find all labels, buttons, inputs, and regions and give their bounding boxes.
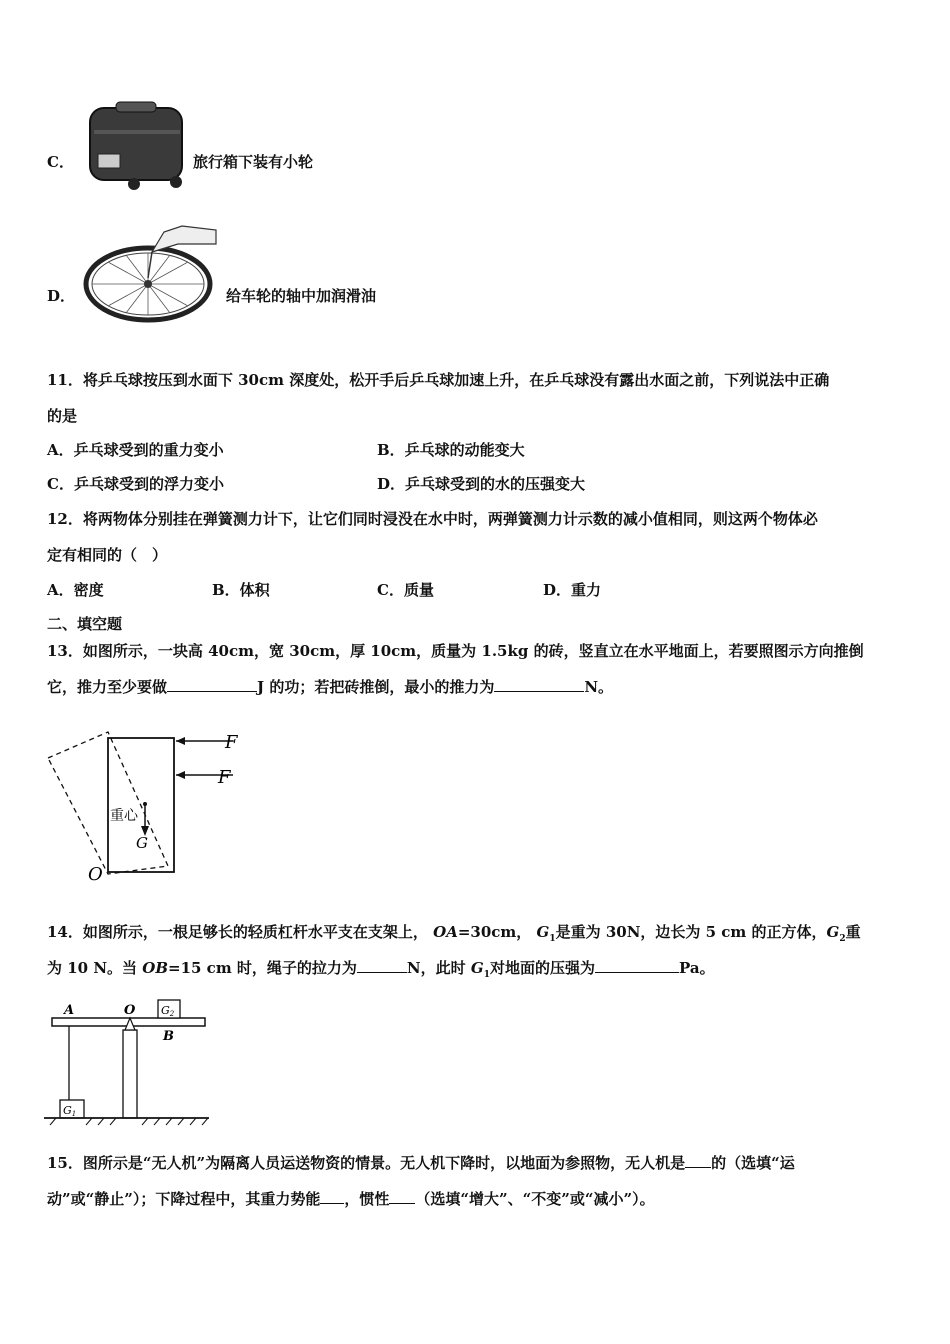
q11-option-a: A．乒乓球受到的重力变小 xyxy=(47,441,224,459)
q14-text-1: 14．如图所示，一根足够长的轻质杠杆水平支在支架上， xyxy=(47,923,428,941)
q15-text-c: 动”或“静止”）；下降过程中，其重力势能 xyxy=(47,1190,321,1208)
suitcase-image xyxy=(84,100,188,192)
gravity-label: G xyxy=(136,834,148,852)
q14-g1-subscript-repeat: 1 xyxy=(483,970,490,980)
q14-text-8: Pa。 xyxy=(678,959,715,977)
lever-diagram xyxy=(44,996,214,1126)
q12-stem-line2: 定有相同的（ ） xyxy=(47,546,168,564)
q14-text-2: 是重为 30N，边长为 5 cm 的正方体， xyxy=(555,923,827,941)
q14-answer-blank-pressure[interactable] xyxy=(595,958,679,973)
q14-text-7: 对地面的压强为 xyxy=(489,959,595,977)
block-g2-label: G2 xyxy=(161,1004,175,1018)
option-c-letter: C． xyxy=(47,153,74,171)
q14-g1-subscript: 1 xyxy=(549,934,556,944)
lever-point-b: B xyxy=(163,1029,174,1044)
q14-stem-line2 xyxy=(47,958,715,985)
q13-answer-blank-force[interactable] xyxy=(494,677,584,692)
q14-g2-subscript: 2 xyxy=(839,934,846,944)
q14-oa-value: =30cm， xyxy=(457,923,532,941)
q11-option-b: B．乒乓球的动能变大 xyxy=(377,441,525,459)
force-label-top: F xyxy=(225,732,238,753)
q14-answer-blank-tension[interactable] xyxy=(357,958,407,973)
q12-option-a: A．密度 xyxy=(47,581,104,599)
q15-stem-line2 xyxy=(47,1189,655,1209)
q14-var-oa: OA xyxy=(433,923,458,941)
q15-text-d: ，惯性 xyxy=(344,1190,390,1208)
q14-stem-line1 xyxy=(47,922,861,949)
q15-answer-blank-motion[interactable] xyxy=(685,1153,711,1168)
q11-option-d: D．乒乓球受到的水的压强变大 xyxy=(377,475,586,493)
lever-point-a: A xyxy=(64,1003,75,1018)
q15-answer-blank-inertia[interactable] xyxy=(389,1189,415,1204)
q12-option-b: B．体积 xyxy=(212,581,270,599)
option-c-text: 旅行箱下装有小轮 xyxy=(193,153,314,171)
q11-stem-line1: 11．将乒乓球按压到水面下 30cm 深度处，松开手后乒乓球加速上升，在乒乓球没有露出水面之前，下列说法中正确 xyxy=(47,371,830,389)
q13-text-a: 它，推力至少要做 xyxy=(47,678,168,696)
pivot-label: O xyxy=(88,864,103,885)
brick-diagram xyxy=(44,724,254,888)
q11-option-c: C．乒乓球受到的浮力变小 xyxy=(47,475,224,493)
block-g1-label: G1 xyxy=(63,1104,77,1118)
q13-stem-line1: 13．如图所示，一块高 40cm，宽 30cm，厚 10cm，质量为 1.5kg 的砖，竖直立在水平地面上，若要照图示方向推倒 xyxy=(47,642,864,660)
q15-stem-line1 xyxy=(47,1153,795,1173)
center-of-gravity-label: 重心 xyxy=(110,808,138,824)
section-heading: 二、填空题 xyxy=(47,615,123,633)
q15-answer-blank-energy[interactable] xyxy=(320,1189,344,1204)
q13-answer-blank-work[interactable] xyxy=(167,677,257,692)
option-d-text: 给车轮的轴中加润滑油 xyxy=(226,287,377,305)
force-label-middle: F xyxy=(218,767,231,788)
q12-option-d: D．重力 xyxy=(543,581,602,599)
q12-stem-line1: 12．将两物体分别挂在弹簧测力计下，让它们同时浸没在水中时，两弹簧测力计示数的减小值相同，则这两个物体必 xyxy=(47,510,818,528)
q14-var-g2: G xyxy=(826,923,840,941)
lever-point-o: O xyxy=(124,1003,136,1018)
q13-stem-line2 xyxy=(47,677,613,697)
q14-var-ob: OB xyxy=(142,959,169,977)
q12-option-c: C．质量 xyxy=(377,581,434,599)
q14-var-g1-repeat: G xyxy=(470,959,484,977)
q14-var-g1: G xyxy=(536,923,550,941)
q15-text-b: 的（选填“运 xyxy=(711,1154,795,1172)
q15-text-a: 15．图所示是“无人机”为隔离人员运送物资的情景。无人机下降时，以地面为参照物，无人机是 xyxy=(47,1154,686,1172)
q13-text-b: J 的功；若把砖推倒，最小的推力为 xyxy=(257,678,495,696)
q11-stem-line2: 的是 xyxy=(47,407,78,425)
option-d-letter: D． xyxy=(47,287,76,305)
q14-text-5: =15 cm 时，绳子的拉力为 xyxy=(168,959,357,977)
q14-text-3: 重 xyxy=(845,923,861,941)
q15-text-e: （选填“增大”、“不变”或“减小”）。 xyxy=(415,1190,655,1208)
bicycle-wheel-image xyxy=(82,222,222,328)
q14-text-4: 为 10 N。当 xyxy=(47,959,138,977)
q13-text-c: N。 xyxy=(584,678,614,696)
q14-text-6: N，此时 xyxy=(406,959,466,977)
